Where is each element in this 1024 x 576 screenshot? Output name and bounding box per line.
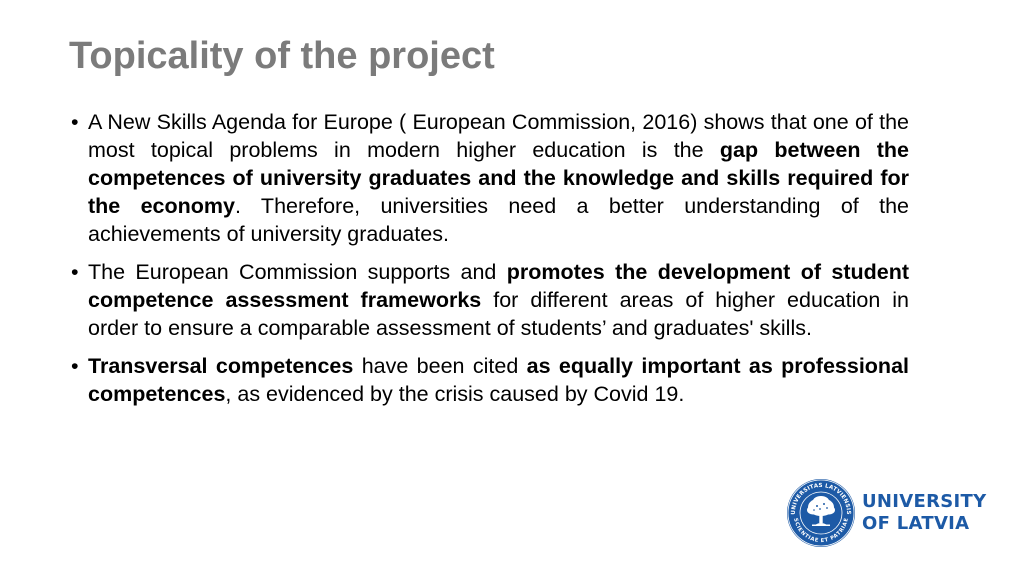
slide-title: Topicality of the project [69,35,495,77]
bullet-bold-segment: gap between the competences of university graduates and the knowledge and skills required for the economy [88,138,909,218]
bullet-marker: • [71,260,79,284]
logo-line-1: UNIVERSITY [862,491,987,512]
bullet-marker: • [71,354,79,378]
logo-line-2: OF LATVIA [862,513,970,534]
logo-wordmark [862,491,986,535]
bullet-item [70,258,909,342]
bullet-text-segment: for different areas of higher education in order to ensure a comparable assessment of students’ and graduates' skills. [88,288,910,340]
tree-seal-icon [786,478,856,548]
bullet-text-segment: The European Commission supports and [88,260,507,284]
bullet-bold-segment: Transversal competences [88,354,354,378]
university-logo [786,478,987,548]
seal-text-top: UNIVERSITAS LATVIENSIS [790,482,852,515]
seal-text-bottom: SCIENTIAE ET PATRIAE [791,517,851,545]
bullet-marker: • [71,110,79,134]
bullet-text-segment: have been cited [353,354,527,378]
bullet-item [70,108,909,248]
bullet-text-segment: , as evidenced by the crisis caused by Covid 19. [225,382,685,406]
bullet-item [70,352,909,408]
bullet-bold-segment: as equally important as professional competences [88,354,909,406]
bullet-text-segment: . Therefore, universities need a better understanding of the achievements of university graduates. [88,194,909,246]
bullet-text-segment: A New Skills Agenda for Europe ( European Commission, 2016) shows that one of the most topical problems in modern higher education is the [88,110,909,162]
bullet-bold-segment: promotes the development of student competence assessment frameworks [88,260,910,312]
bullet-list [70,108,909,418]
